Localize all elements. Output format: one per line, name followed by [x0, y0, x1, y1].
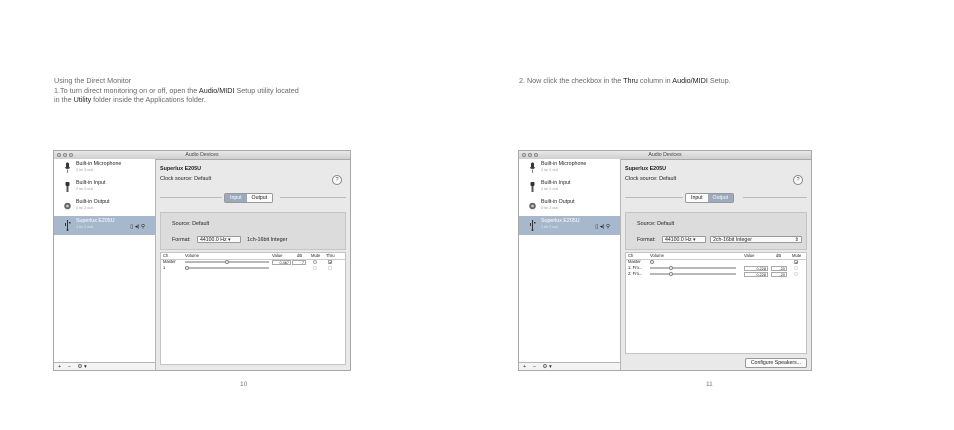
device-item-built-in-output[interactable]: Built-in Output 0 in/ 2 out: [519, 197, 620, 216]
db-field[interactable]: 7: [292, 260, 306, 265]
window-title: Audio Devices: [185, 152, 219, 158]
device-list-toolbar: [54, 362, 155, 370]
right-step-2: 2. Now click the checkbox in the Thru column in Audio/MIDI Setup.: [519, 76, 731, 85]
divider: [625, 197, 683, 198]
mute-checkbox[interactable]: [313, 260, 317, 264]
thru-checkbox[interactable]: ✔: [329, 260, 333, 265]
remove-device-button[interactable]: −: [532, 364, 536, 370]
device-item-built-in-microphone[interactable]: Built-in Microphone 2 in/ 0 out: [519, 159, 620, 178]
source-label: Source: Default: [172, 221, 210, 227]
right-instructions: [519, 76, 731, 86]
volume-slider-knob[interactable]: [669, 272, 673, 276]
table-row: Master ✔: [628, 259, 799, 265]
audio-devices-window-output: [518, 150, 812, 371]
table-row: 1: [161, 265, 345, 271]
device-settings: [156, 159, 350, 370]
db-field[interactable]: -20: [771, 266, 787, 271]
device-item-built-in-input[interactable]: Built-in Input 2 in/ 0 out: [54, 178, 155, 197]
volume-table: [160, 252, 346, 365]
volume-slider-knob[interactable]: [669, 266, 673, 270]
help-button[interactable]: ?: [793, 175, 803, 185]
table-row: Master 0.467 7 ✔: [163, 259, 333, 265]
db-field[interactable]: -20: [771, 272, 787, 277]
left-step-1-cont: in the Utility folder inside the Applications folder.: [54, 95, 206, 105]
device-status-icons: ▯ ◂) ⚲: [595, 224, 610, 230]
left-step-1: 1.To turn direct monitoring on or off, open the Audio/MIDI Setup utility located: [54, 85, 299, 95]
add-device-button[interactable]: +: [523, 364, 527, 370]
input-jack-icon: [529, 181, 536, 193]
add-device-button[interactable]: +: [58, 364, 62, 370]
help-button[interactable]: ?: [332, 175, 342, 185]
volume-slider[interactable]: [185, 267, 269, 268]
divider: [743, 197, 807, 198]
value-field[interactable]: 0.228: [744, 272, 768, 277]
volume-slider-knob[interactable]: [650, 260, 654, 264]
page-number-right: 11: [706, 381, 713, 388]
thru-checkbox[interactable]: [328, 266, 332, 270]
table-row: 1: Fro... 0.228 -20: [626, 265, 806, 271]
device-title: Superlux E205U: [625, 166, 667, 172]
device-settings: [621, 159, 811, 370]
mute-checkbox[interactable]: [794, 272, 798, 276]
mute-checkbox[interactable]: [313, 266, 317, 270]
usb-icon: [64, 219, 71, 231]
left-instructions: [54, 76, 299, 105]
volume-slider-knob[interactable]: [225, 260, 229, 264]
table-header: Ch Volume Value dB Mute Thru: [161, 253, 345, 260]
microphone-icon: [529, 162, 536, 174]
volume-table: [625, 252, 807, 354]
table-row: 2: Fro... 0.228 -20: [626, 271, 806, 277]
format-label: Format:: [172, 237, 191, 243]
format-panel: [625, 212, 807, 250]
usb-icon: [529, 219, 536, 231]
clock-source: Clock source: Default: [160, 176, 212, 182]
bit-format-label: 1ch-16bit Integer: [247, 237, 288, 243]
sample-rate-select[interactable]: 44100.0 Hz ▾: [197, 236, 241, 243]
device-status-icons: ▯ ◂) ⚲: [130, 224, 145, 230]
mute-checkbox[interactable]: [794, 266, 798, 270]
volume-slider[interactable]: [650, 273, 736, 274]
device-item-built-in-input[interactable]: Built-in Input 2 in/ 0 out: [519, 178, 620, 197]
device-list: [54, 159, 156, 370]
input-jack-icon: [64, 181, 71, 193]
table-header: Ch Volume Value dB Mute: [626, 253, 806, 260]
device-list: [519, 159, 621, 370]
gear-icon[interactable]: ⚙ ▾: [77, 364, 87, 370]
value-field[interactable]: 0.228: [744, 266, 768, 271]
audio-devices-window-input: [53, 150, 351, 371]
input-output-tabs: [224, 193, 273, 203]
tab-output[interactable]: Output: [708, 194, 734, 202]
device-title: Superlux E205U: [160, 166, 202, 172]
device-list-toolbar: [519, 362, 620, 370]
gear-icon[interactable]: ⚙ ▾: [542, 364, 552, 370]
device-item-superlux-e205u[interactable]: Superlux E205U 1 in/ 2 out ▯ ◂) ⚲: [54, 216, 155, 235]
source-label: Source: Default: [637, 221, 675, 227]
divider: [160, 197, 222, 198]
tab-input[interactable]: Input: [225, 194, 247, 202]
mute-checkbox[interactable]: ✔: [795, 260, 799, 265]
volume-slider-knob[interactable]: [185, 266, 189, 270]
input-output-tabs: [685, 193, 734, 203]
remove-device-button[interactable]: −: [67, 364, 71, 370]
speaker-icon: [64, 200, 71, 212]
sample-rate-select[interactable]: 44100.0 Hz ▾: [662, 236, 706, 243]
configure-speakers-button[interactable]: Configure Speakers...: [745, 358, 807, 368]
speaker-icon: [529, 200, 536, 212]
volume-slider[interactable]: [650, 267, 736, 268]
page-number-left: 10: [240, 381, 248, 388]
microphone-icon: [64, 162, 71, 174]
format-label: Format:: [637, 237, 656, 243]
device-item-built-in-output[interactable]: Built-in Output 0 in/ 2 out: [54, 197, 155, 216]
format-panel: [160, 212, 346, 250]
stepper-icon: ⇕: [794, 237, 799, 243]
value-field[interactable]: 0.467: [272, 260, 291, 265]
left-heading: Using the Direct Monitor: [54, 76, 132, 85]
device-item-superlux-e205u[interactable]: Superlux E205U 1 in/ 2 out ▯ ◂) ⚲: [519, 216, 620, 235]
device-item-built-in-microphone[interactable]: Built-in Microphone 2 in/ 0 out: [54, 159, 155, 178]
tab-output[interactable]: Output: [247, 194, 273, 202]
clock-source: Clock source: Default: [625, 176, 677, 182]
tab-input[interactable]: Input: [686, 194, 708, 202]
window-title: Audio Devices: [648, 152, 682, 158]
bit-format-select[interactable]: 2ch-16bit Integer ⇕: [710, 236, 802, 243]
divider: [280, 197, 346, 198]
